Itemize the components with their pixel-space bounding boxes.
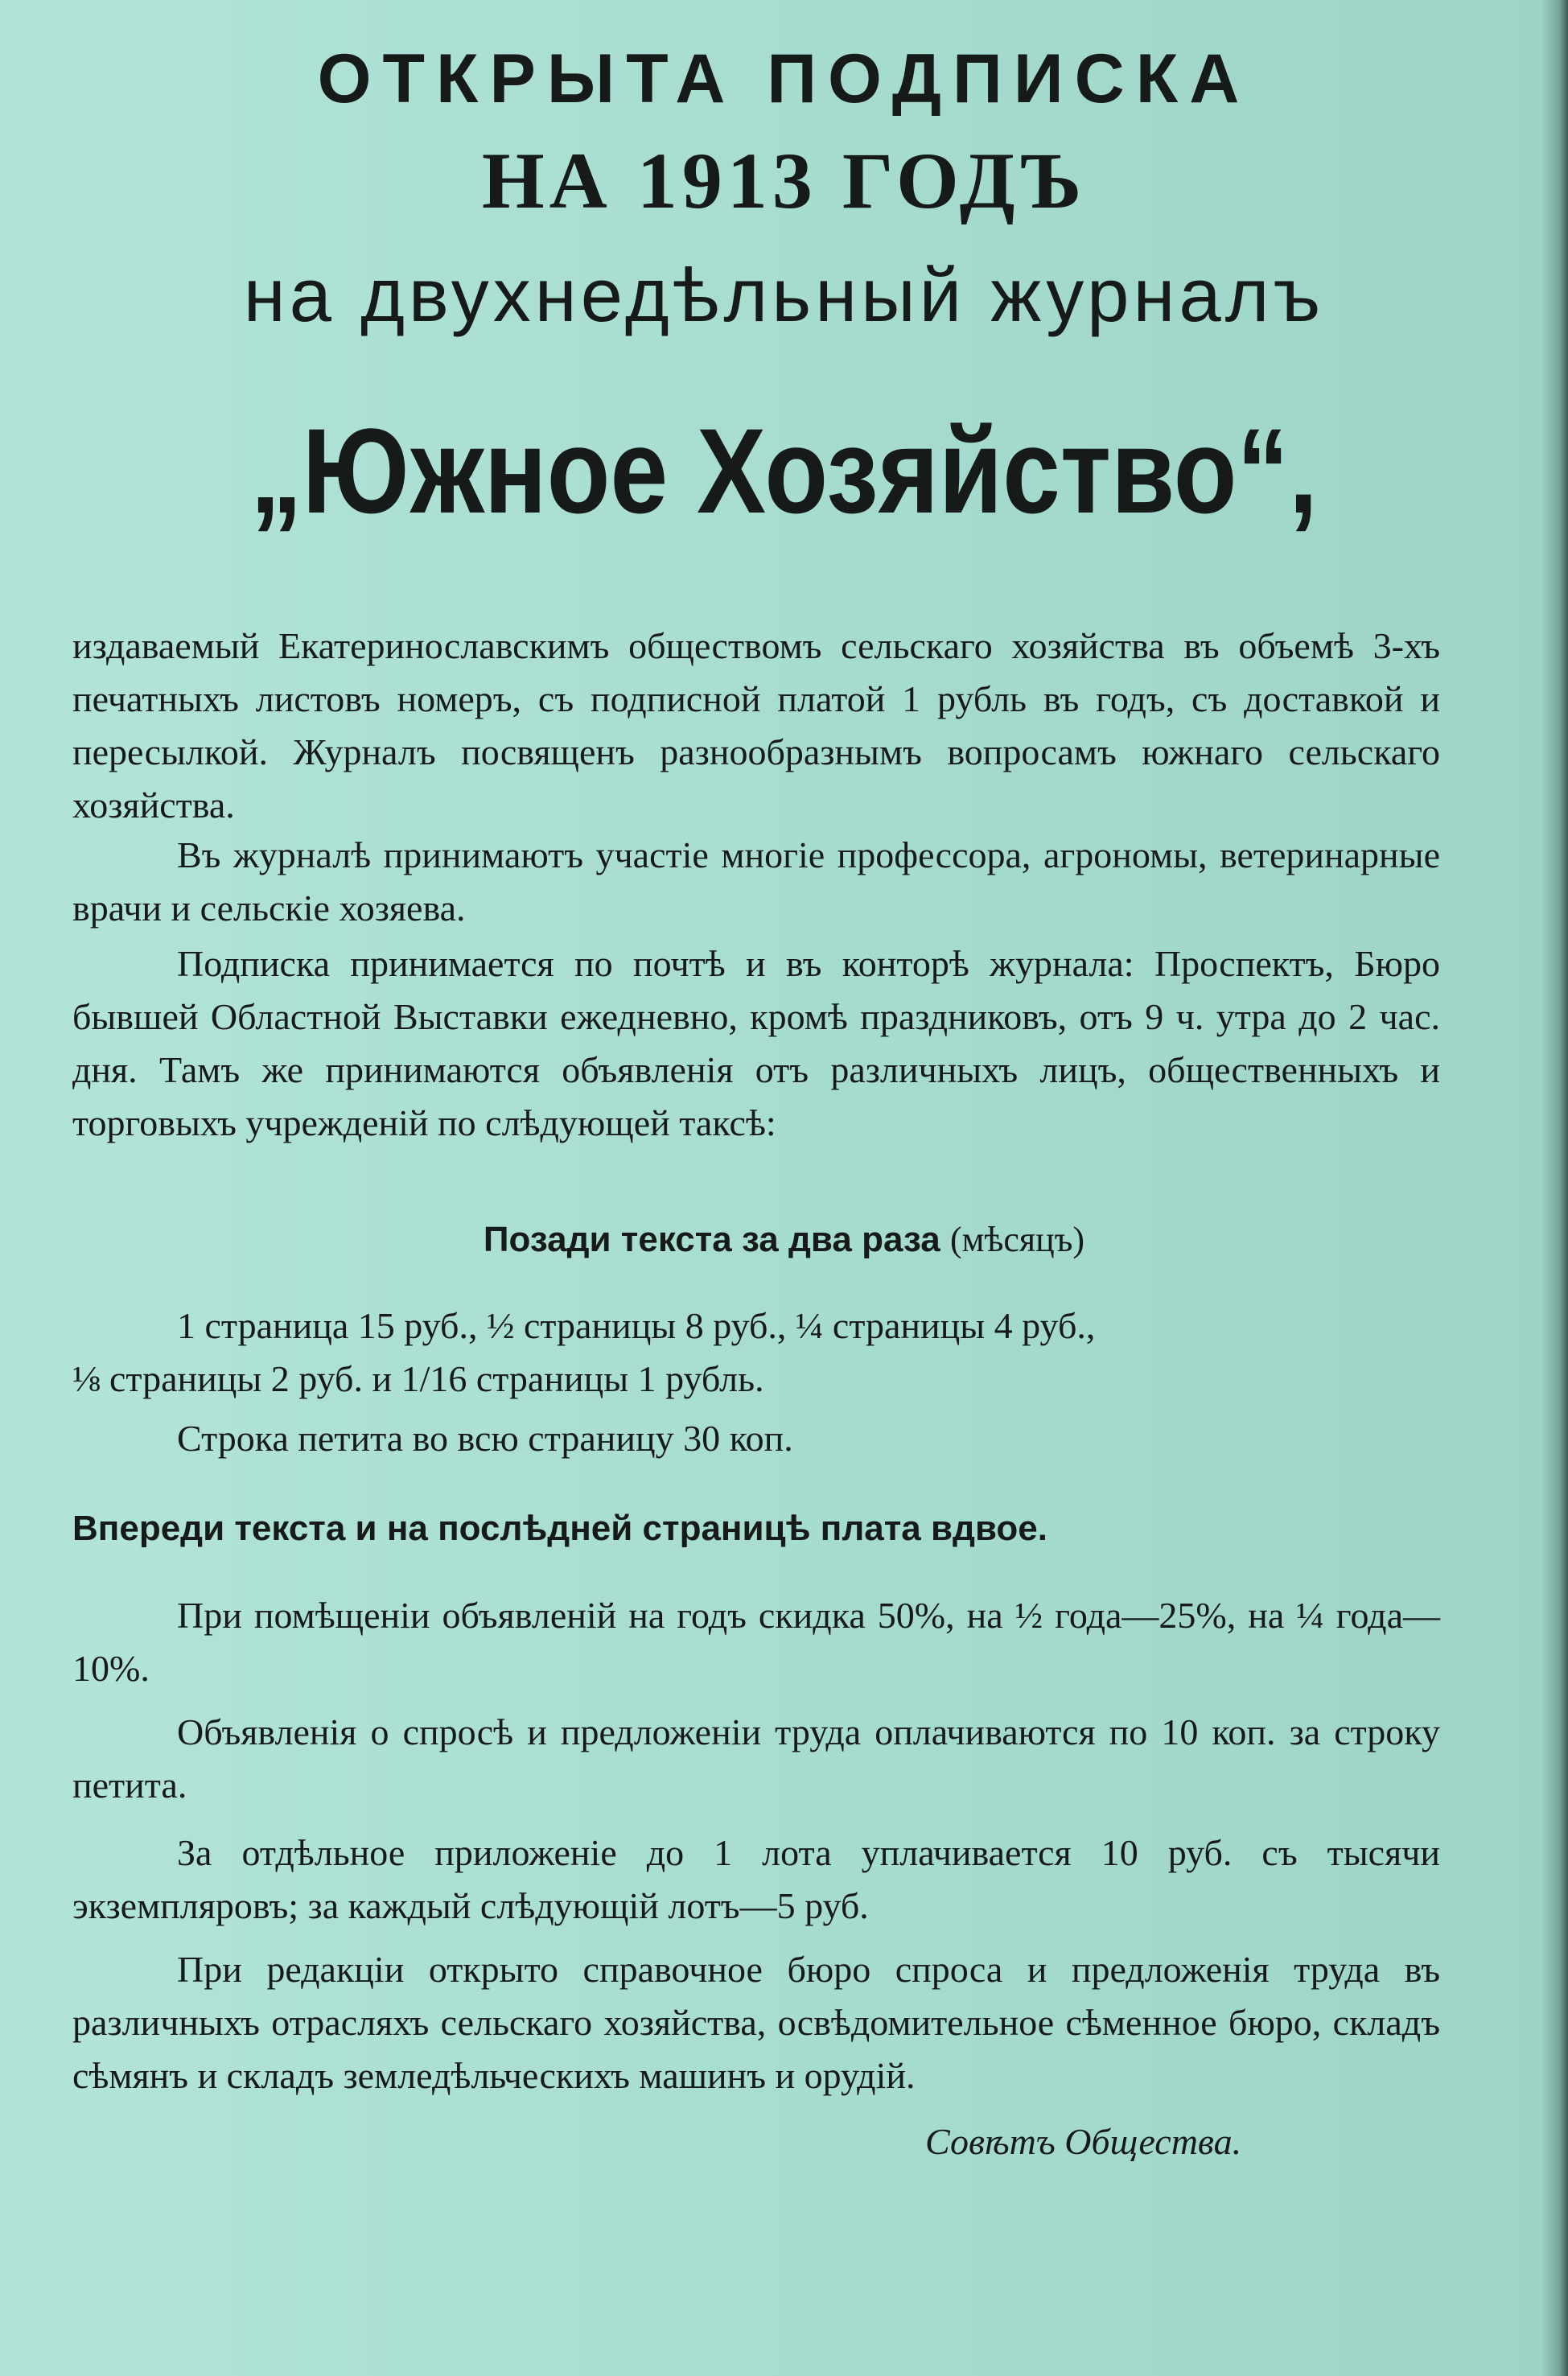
discount-paragraph (72, 1589, 1440, 1695)
journal-title: „Южное Хозяйство“, (250, 403, 1318, 538)
heading-year: НА 1913 ГОДЪ (481, 136, 1087, 225)
contributors-text: Въ журналѣ принимаютъ участіе многіе профессора, агрономы, ветеринарные врачи и сельскіе хозяева. (72, 834, 1440, 929)
intro-text: издаваемый Екатеринославскимъ обществомъ сельскаго хозяйства въ объемѣ 3-хъ печатныхъ листовъ номеръ, съ подписной платой 1 рубль въ годъ, съ доставкой и пересылкой. Журналъ посвященъ разнообразнымъ вопросамъ южнаго сельскаго хозяйства. (72, 625, 1440, 826)
labour-ads-paragraph (72, 1706, 1440, 1812)
rates-subheading-text: Позади текста за два раза (483, 1220, 940, 1259)
rates-subheading (0, 1219, 1568, 1260)
price-line-3: Строка петита во всю страницу 30 коп. (177, 1418, 793, 1459)
price-line-1: 1 страница 15 руб., ½ страницы 8 руб., ¼ страницы 4 руб., (177, 1305, 1096, 1346)
price-line-2: ⅛ страницы 2 руб. и 1/16 страницы 1 рубль. (72, 1358, 764, 1399)
signature: Совѣтъ Общества. (925, 2121, 1242, 2162)
supplement-paragraph (72, 1826, 1440, 1933)
intro-paragraph (72, 620, 1440, 832)
supplement-text: За отдѣльное приложеніе до 1 лота уплачивается 10 руб. съ тысячи экземпляровъ; за каждый слѣдующій лотъ—5 руб. (72, 1832, 1440, 1926)
petit-line (72, 1412, 1440, 1465)
rates-subheading-paren: (мѣсяцъ) (949, 1220, 1085, 1259)
discount-text: При помѣщеніи объявленій на годъ скидка 50%, на ½ года—25%, на ¼ года—10%. (72, 1595, 1440, 1689)
page-edge-shadow (1541, 0, 1568, 2376)
front-rates-subheading: Впереди текста и на послѣдней страницѣ плата вдвое. (72, 1509, 1047, 1548)
bureau-paragraph (72, 1943, 1440, 2102)
price-list (72, 1299, 1440, 1406)
subscription-text: Подписка принимается по почтѣ и въ конторѣ журнала: Проспектъ, Бюро бывшей Областной Выставки ежедневно, кромѣ праздниковъ, отъ 9 ч. утра до 2 час. дня. Тамъ же принимаются объявленія отъ различныхъ лицъ, общественныхъ и торговыхъ учрежденій по слѣдующей таксѣ: (72, 943, 1440, 1143)
heading-journal-type: на двухнедѣльный журналъ (243, 253, 1325, 337)
bureau-text: При редакціи открыто справочное бюро спроса и предложенія труда въ различныхъ отрасляхъ сельскаго хозяйства, освѣдомительное сѣменное бюро, складъ сѣмянъ и складъ земледѣльческихъ машинъ и орудій. (72, 1949, 1440, 2096)
subscription-paragraph (72, 937, 1440, 1150)
heading-open-subscription: ОТКРЫТА ПОДПИСКА (317, 40, 1251, 117)
contributors-paragraph (72, 829, 1440, 935)
labour-ads-text: Объявленія о спросѣ и предложеніи труда оплачиваются по 10 коп. за строку петита. (72, 1711, 1440, 1806)
